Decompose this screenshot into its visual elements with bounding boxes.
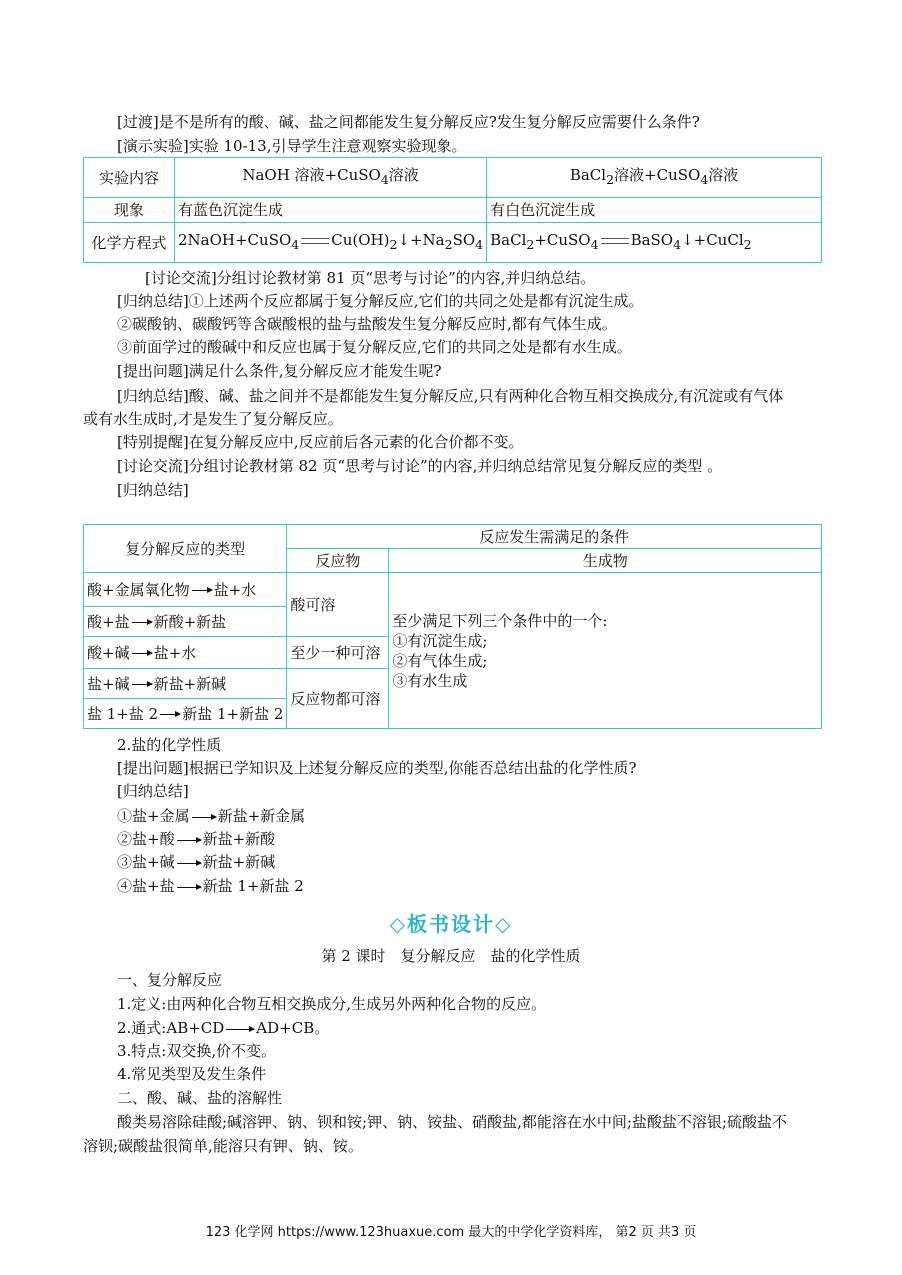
table-cell: 实验内容 xyxy=(84,158,175,198)
salt-property: ②盐+酸 新盐+新酸 xyxy=(117,830,276,848)
section-heading: ◇板书设计◇ xyxy=(389,912,513,936)
text-line: [归纳总结]酸、碱、盐之间并不是都能发生复分解反应,只有两种化合物互相交换成分,有沉淀或有气体 xyxy=(117,387,784,405)
reaction-types-table xyxy=(83,524,822,729)
table-cell: 至少满足下列三个条件中的一个: ①有沉淀生成; ②有气体生成; ③有水生成 xyxy=(389,573,822,729)
text-line: ③前面学过的酸碱中和反应也属于复分解反应,它们的共同之处是都有水生成。 xyxy=(117,338,632,356)
table-cell: 现象 xyxy=(84,198,175,223)
text-line: ②碳酸钠、碳酸钙等含碳酸根的盐与盐酸发生复分解反应时,都有气体生成。 xyxy=(117,315,617,333)
table-cell: 有白色沉淀生成 xyxy=(487,198,822,223)
text-line: 3.特点:双交换,价不变。 xyxy=(117,1042,277,1060)
arrow-icon xyxy=(192,817,216,818)
table-cell: BaCl$_2$+CuSO$_4$ BaSO$_4$↓+CuCl$_2$ xyxy=(487,223,822,263)
table-cell: 酸+金属氧化物 盐+水 xyxy=(84,573,287,607)
text-line: [归纳总结] xyxy=(117,481,189,499)
table-cell: 酸+盐 新酸+新盐 xyxy=(84,607,287,637)
table-cell: BaCl$_2$溶液+CuSO$_4$溶液 xyxy=(487,158,822,198)
salt-property: ③盐+碱 新盐+新碱 xyxy=(117,853,276,871)
arrow-icon xyxy=(177,863,201,864)
table-cell: 酸+碱 盐+水 xyxy=(84,637,287,669)
arrow-icon xyxy=(132,684,152,685)
text-line: [讨论交流]分组讨论教材第 82 页“思考与讨论”的内容,并归纳总结常见复分解反应的类型 。 xyxy=(117,457,723,475)
table-cell: 反应物 xyxy=(287,549,389,573)
text-line: [提出问题]根据已学知识及上述复分解反应的类型,你能否总结出盐的化学性质? xyxy=(117,759,637,777)
text-line: [讨论交流]分组讨论教材第 81 页“思考与讨论”的内容,并归纳总结。 xyxy=(145,269,596,287)
salt-property: ④盐+盐 新盐 1+新盐 2 xyxy=(117,877,304,895)
table-cell: 盐 1+盐 2 新盐 1+新盐 2 xyxy=(84,699,287,729)
arrow-icon xyxy=(226,1029,254,1030)
arrow-icon xyxy=(177,887,201,888)
text-line: 酸类易溶除硅酸;碱溶钾、钠、钡和铵;钾、钠、铵盐、硝酸盐,都能溶在水中间;盐酸盐不溶银;硫酸盐不 xyxy=(117,1113,787,1131)
table-cell: 反应物都可溶 xyxy=(287,669,389,729)
text-line: [提出问题]满足什么条件,复分解反应才能发生呢? xyxy=(117,362,442,380)
table-cell: 复分解反应的类型 xyxy=(84,525,287,573)
arrow-icon xyxy=(177,840,201,841)
text-line: 2.盐的化学性质 xyxy=(117,736,222,754)
table-cell: NaOH 溶液+CuSO$_4$溶液 xyxy=(175,158,487,198)
text-line: [演示实验]实验 10-13,引导学生注意观察实验现象。 xyxy=(117,137,467,155)
text-line: 溶钡;碳酸盐很简单,能溶只有钾、钠、铵。 xyxy=(83,1137,363,1155)
table-cell: 生成物 xyxy=(389,549,822,573)
text-line: 二、酸、碱、盐的溶解性 xyxy=(117,1089,283,1107)
arrow-icon xyxy=(132,653,152,654)
page-footer: 123 化学网 https://www.123huaxue.com 最大的中学化学资料库， 第2 页 共3 页 xyxy=(205,1225,697,1240)
experiment-table xyxy=(83,157,822,263)
text-line: [特别提醒]在复分解反应中,反应前后各元素的化合价都不变。 xyxy=(117,433,524,451)
table-cell: 化学方程式 xyxy=(84,223,175,263)
table-cell: 有蓝色沉淀生成 xyxy=(175,198,487,223)
equals-sign-icon xyxy=(301,238,329,244)
table-cell: 酸可溶 xyxy=(287,573,389,637)
text-line: 1.定义:由两种化合物互相交换成分,生成另外两种化合物的反应。 xyxy=(117,995,547,1013)
table-cell: 2NaOH+CuSO$_4$ $Cu(OH)_2↓+Na_2SO_4$ xyxy=(175,223,487,263)
text-line: [过渡]是不是所有的酸、碱、盐之间都能发生复分解反应?发生复分解反应需要什么条件? xyxy=(117,113,700,131)
table-cell: 反应发生需满足的条件 xyxy=(287,525,822,549)
text-line: 4.常见类型及发生条件 xyxy=(117,1065,267,1083)
table-cell: 至少一种可溶 xyxy=(287,637,389,669)
table-cell: 盐+碱 新盐+新碱 xyxy=(84,669,287,699)
text-line: [归纳总结]①上述两个反应都属于复分解反应,它们的共同之处是都有沉淀生成。 xyxy=(117,292,644,310)
arrow-icon xyxy=(192,590,212,591)
salt-property: ①盐+金属 新盐+新金属 xyxy=(117,807,306,825)
text-line: 或有水生成时,才是发生了复分解反应。 xyxy=(83,410,343,428)
lesson-subtitle: 第 2 课时 复分解反应 盐的化学性质 xyxy=(321,947,581,965)
arrow-icon xyxy=(160,714,180,715)
text-line: 一、复分解反应 xyxy=(117,971,223,989)
text-line: 2.通式:AB+CD AD+CB。 xyxy=(117,1019,330,1037)
equals-sign-icon xyxy=(601,238,629,244)
text-line: [归纳总结] xyxy=(117,782,189,800)
arrow-icon xyxy=(132,622,152,623)
